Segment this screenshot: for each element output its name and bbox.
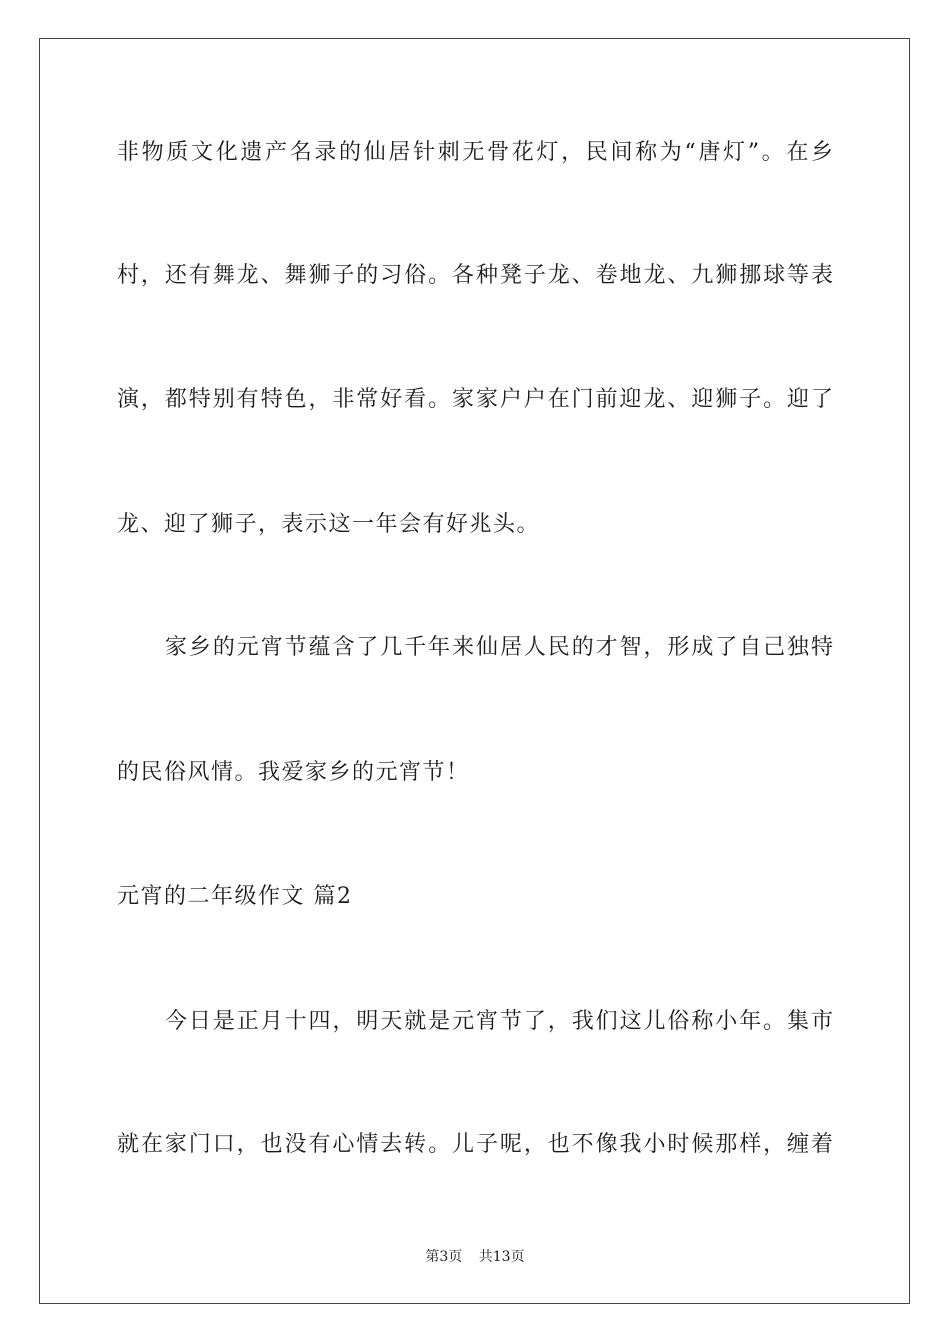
body-line-3: 演，都特别有特色，非常好看。家家户户在门前迎龙、迎狮子。迎了 bbox=[117, 387, 833, 412]
body-line-1: 非物质文化遗产名录的仙居针刺无骨花灯，民间称为“唐灯”。在乡 bbox=[117, 140, 833, 165]
page-border bbox=[39, 38, 910, 1304]
page-number: 第3页 bbox=[425, 1249, 463, 1265]
body-line-2: 村，还有舞龙、舞狮子的习俗。各种凳子龙、卷地龙、九狮挪球等表 bbox=[117, 263, 833, 288]
section-heading: 元宵的二年级作文 篇2 bbox=[117, 884, 353, 909]
body-line-5: 家乡的元宵节蕴含了几千年来仙居人民的才智，形成了自己独特 bbox=[165, 635, 833, 660]
body-line-7: 今日是正月十四，明天就是元宵节了，我们这儿俗称小年。集市 bbox=[165, 1009, 833, 1034]
body-line-4: 龙、迎了狮子，表示这一年会有好兆头。 bbox=[117, 512, 541, 537]
page-total: 共13页 bbox=[478, 1249, 525, 1265]
body-line-8: 就在家门口，也没有心情去转。儿子呢，也不像我小时候那样，缠着 bbox=[117, 1132, 833, 1157]
page-footer bbox=[0, 1247, 950, 1267]
body-line-6: 的民俗风情。我爱家乡的元宵节！ bbox=[117, 760, 470, 785]
